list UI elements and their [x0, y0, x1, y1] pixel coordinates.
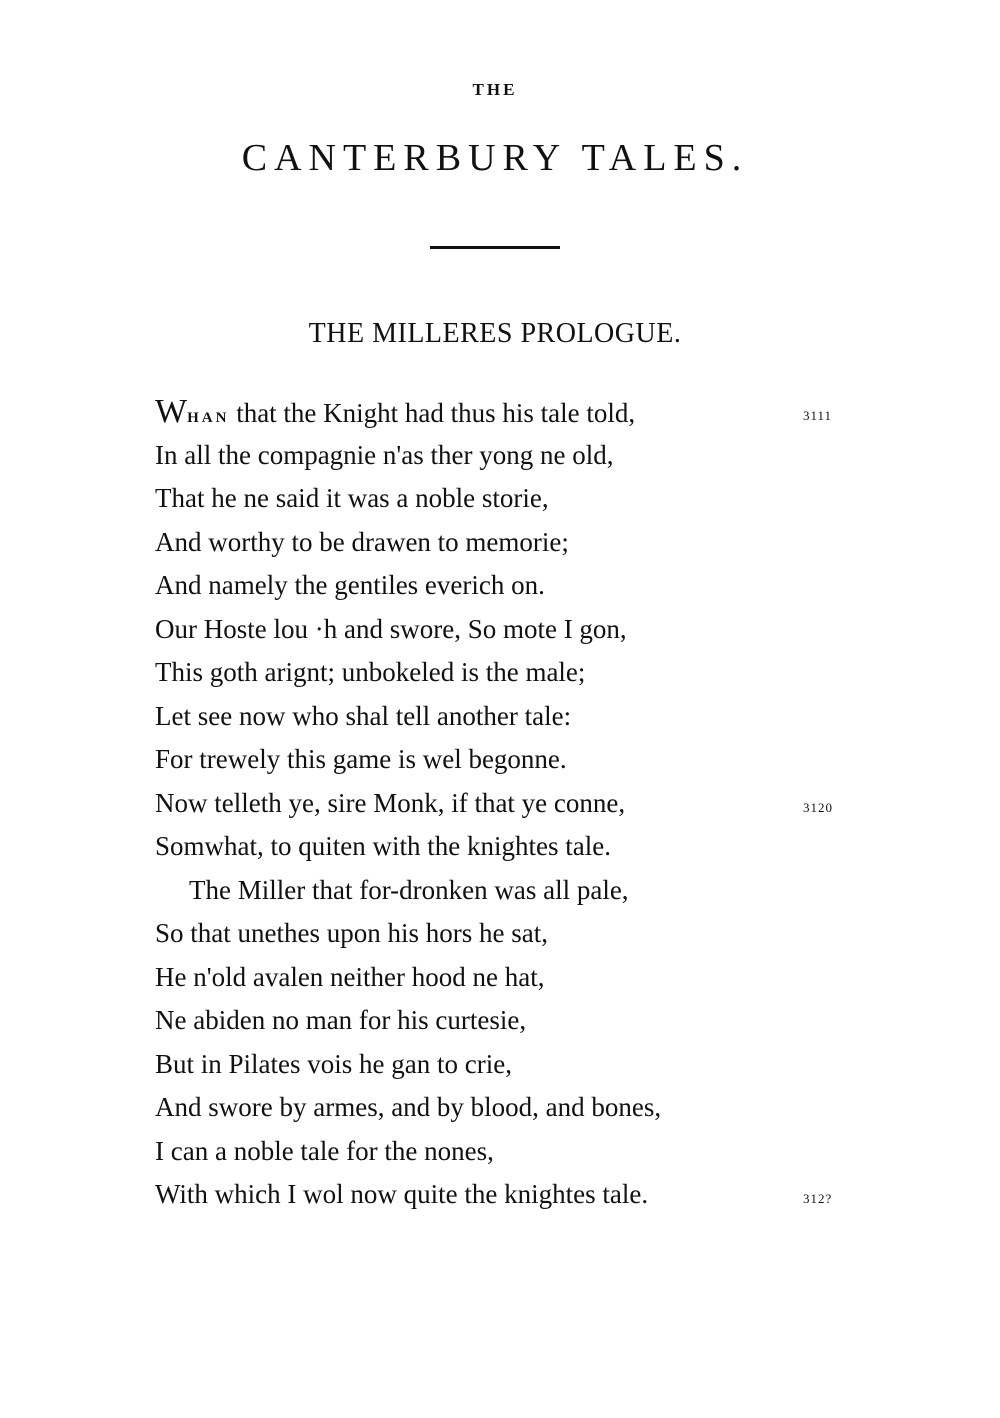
verse-line	[155, 1086, 855, 1130]
verse-line	[155, 564, 855, 608]
verse-line-text: With which I wol now quite the knightes tale.	[155, 1179, 649, 1209]
drop-initial: W	[155, 393, 188, 430]
verse-line	[155, 521, 855, 565]
verse-line-text: That he ne said it was a noble storie,	[155, 483, 549, 513]
verse-line	[155, 434, 855, 478]
verse-lines	[155, 434, 855, 1217]
section-title: THE MILLERES PROLOGUE.	[308, 318, 682, 349]
verse-line-text: And worthy to be drawen to memorie;	[155, 526, 569, 557]
verse-block	[155, 390, 855, 1217]
verse-line-text: Let see now who shal tell another tale:	[155, 700, 572, 731]
verse-line	[155, 608, 855, 652]
verse-line-text: Our Hoste lou ·h and swore, So mote I gon,	[155, 613, 627, 644]
line-number: 3111	[803, 408, 833, 423]
title-divider	[430, 246, 560, 249]
verse-line	[155, 1043, 855, 1087]
book-title: CANTERBURY TALES.	[241, 137, 749, 179]
verse-line	[155, 825, 855, 869]
verse-line	[155, 1130, 855, 1174]
verse-line-text	[155, 393, 636, 430]
verse-line-first	[155, 390, 855, 434]
verse-line	[155, 956, 855, 1000]
verse-line-text: But in Pilates vois he gan to crie,	[155, 1048, 512, 1079]
first-line-rest: that the Knight had thus his tale told,	[229, 398, 636, 428]
verse-line	[155, 477, 855, 521]
verse-line	[155, 1173, 855, 1217]
verse-line	[155, 912, 855, 956]
verse-line-text: So that unethes upon his hors he sat,	[155, 918, 548, 948]
verse-line-text: And namely the gentiles everich on.	[155, 570, 545, 600]
verse-line-text: In all the compagnie n'as ther yong ne old,	[155, 439, 614, 470]
verse-line	[155, 738, 855, 782]
verse-line	[155, 695, 855, 739]
verse-line-text: I can a noble tale for the nones,	[155, 1135, 494, 1166]
verse-line-text: And swore by armes, and by blood, and bones,	[155, 1092, 662, 1122]
line-number: 312?	[803, 1191, 833, 1206]
verse-line	[155, 999, 855, 1043]
verse-line-text: The Miller that for-dronken was all pale,	[189, 874, 629, 905]
verse-line-text: Ne abiden no man for his curtesie,	[155, 1005, 527, 1035]
verse-line-text: Somwhat, to quiten with the knightes tale.	[155, 831, 611, 861]
verse-line	[155, 651, 855, 695]
small-caps-text: HAN	[187, 410, 230, 426]
line-number: 3120	[803, 799, 833, 815]
verse-line-text: He n'old avalen neither hood ne hat,	[155, 961, 545, 992]
verse-line-text: Now telleth ye, sire Monk, if that ye conne,	[155, 787, 626, 818]
running-title-the: THE	[472, 80, 518, 99]
verse-line	[155, 782, 855, 826]
verse-line	[155, 869, 855, 913]
verse-line-text: This goth arignt; unbokeled is the male;	[155, 657, 586, 687]
verse-line-text: For trewely this game is wel begonne.	[155, 744, 567, 774]
